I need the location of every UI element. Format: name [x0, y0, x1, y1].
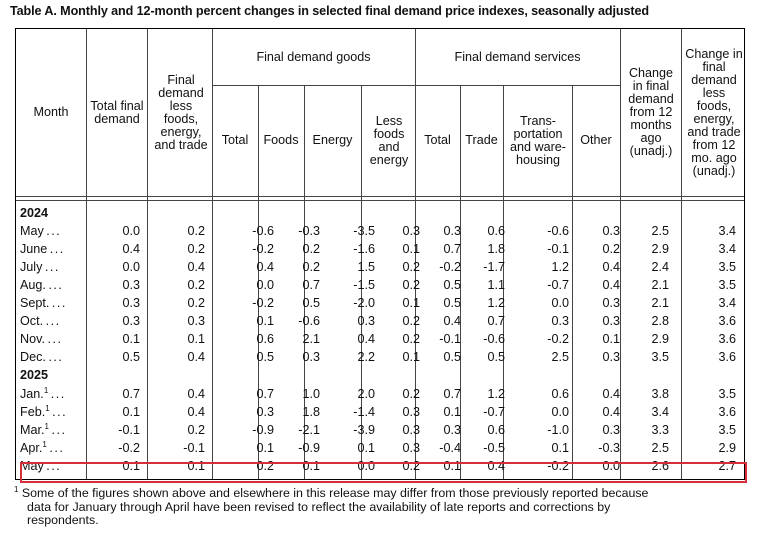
month-name: July [20, 260, 43, 275]
table-cell: 0.4 [487, 458, 505, 473]
table-cell: 0.3 [357, 314, 375, 329]
month-name: May [20, 224, 44, 239]
table-cell: 0.1 [256, 314, 274, 329]
table-cell: -0.2 [252, 242, 274, 257]
table-cell: 0.6 [487, 224, 505, 239]
table-cell: -0.2 [118, 440, 140, 455]
table-cell: 0.3 [402, 224, 420, 239]
month-name: Jan. [20, 386, 44, 401]
table-cell: -1.4 [353, 404, 375, 419]
table-cell: 0.2 [402, 332, 420, 347]
table-cell: 0.3 [187, 314, 205, 329]
table-cell: 1.1 [487, 278, 505, 293]
table-cell: 3.5 [651, 350, 669, 365]
table-cell: -2.0 [353, 296, 375, 311]
table-cell: 2.4 [651, 260, 669, 275]
table-cell: 3.6 [718, 404, 736, 419]
table-cell: 0.2 [602, 242, 620, 257]
table-cell: 0.1 [402, 296, 420, 311]
header-services-total: Total [424, 133, 451, 147]
table-cell: 0.6 [256, 332, 274, 347]
table-cell: 0.4 [187, 350, 205, 365]
row-month-label [20, 350, 61, 364]
leader-dots: . . . [43, 458, 59, 473]
row-month-label [20, 296, 64, 310]
header-month: Month [33, 105, 69, 119]
table-cell: 0.5 [256, 350, 274, 365]
month-name: Nov. [20, 332, 45, 347]
row-month-label [20, 224, 59, 238]
table-cell: 0.0 [602, 458, 620, 473]
table-cell: -0.6 [483, 332, 505, 347]
table-cell: 0.2 [187, 224, 205, 239]
table-cell: 0.7 [487, 314, 505, 329]
table-cell: -0.1 [118, 422, 140, 437]
table-cell: 0.7 [302, 278, 320, 293]
table-cell: 0.2 [402, 458, 420, 473]
table-cell: 2.5 [651, 224, 669, 239]
header-services-transportation: Trans-portation and ware-housing [509, 113, 566, 167]
header-goods-total: Total [221, 133, 249, 147]
table-cell: -2.1 [298, 422, 320, 437]
leader-dots: . . . [49, 404, 65, 419]
table-cell: 0.2 [187, 422, 205, 437]
table-cell: 2.6 [651, 458, 669, 473]
header-goods-energy: Energy [312, 133, 353, 147]
table-cell: 3.5 [718, 422, 736, 437]
table-cell: 1.2 [487, 296, 505, 311]
table-cell: 3.4 [651, 404, 669, 419]
row-month-label [20, 405, 65, 419]
table-cell: -3.5 [353, 224, 375, 239]
leader-dots: . . . [48, 422, 64, 437]
table-cell: 0.6 [551, 386, 569, 401]
table-cell: 0.2 [302, 242, 320, 257]
table-cell: 0.1 [122, 332, 140, 347]
table-cell: 3.5 [718, 278, 736, 293]
table-cell: 0.3 [402, 422, 420, 437]
table-cell: -0.7 [547, 278, 569, 293]
table-cell: 2.1 [651, 278, 669, 293]
table-cell: 0.4 [122, 242, 140, 257]
row-month-label [20, 260, 57, 274]
table-cell: -1.7 [483, 260, 505, 275]
table-cell: 0.4 [357, 332, 375, 347]
leader-dots: . . . [42, 260, 58, 275]
table-cell: 0.3 [551, 314, 569, 329]
table-cell: -3.9 [353, 422, 375, 437]
table-cell: 3.8 [651, 386, 669, 401]
table-cell: 3.6 [718, 350, 736, 365]
table-cell: 0.0 [357, 458, 375, 473]
table-cell: 0.1 [402, 350, 420, 365]
month-name: Apr. [20, 440, 43, 455]
table-cell: 2.7 [718, 458, 736, 473]
table-cell: 0.1 [551, 440, 569, 455]
table-cell: 0.2 [402, 314, 420, 329]
table-cell: 1.0 [302, 386, 320, 401]
table-cell: -0.2 [547, 332, 569, 347]
leader-dots: . . . [43, 224, 59, 239]
table-cell: 2.1 [651, 296, 669, 311]
table-cell: 0.1 [357, 440, 375, 455]
table-cell: 0.1 [602, 332, 620, 347]
table-cell: 0.4 [187, 386, 205, 401]
table-cell: 2.5 [551, 350, 569, 365]
table-cell: 0.7 [443, 386, 461, 401]
latest-row-highlight [20, 462, 747, 483]
table-cell: 0.6 [487, 422, 505, 437]
header-goods-group: Final demand goods [256, 49, 371, 64]
table-cell: 0.4 [602, 260, 620, 275]
row-month-label [20, 423, 64, 437]
footnote-ref: 1 [44, 421, 49, 431]
footnote-marker: 1 [14, 484, 19, 494]
table-cell: 0.2 [187, 242, 205, 257]
table-cell: 0.2 [302, 260, 320, 275]
table-cell: 0.7 [256, 386, 274, 401]
table-cell: 1.8 [302, 404, 320, 419]
table-cell: 0.1 [122, 404, 140, 419]
table-cell: 0.5 [302, 296, 320, 311]
table-cell: -0.6 [252, 224, 274, 239]
table-cell: 0.2 [402, 278, 420, 293]
table-cell: 0.5 [443, 278, 461, 293]
table-cell: 0.3 [122, 296, 140, 311]
table-cell: 0.5 [443, 350, 461, 365]
table-title: Table A. Monthly and 12-month percent changes in selected final demand price indexes, seasonally adjusted [10, 4, 649, 18]
table-cell: -0.6 [298, 314, 320, 329]
leader-dots: . . . [48, 386, 64, 401]
table-cell: 0.1 [187, 458, 205, 473]
table-cell: 0.5 [487, 350, 505, 365]
table-cell: 0.4 [187, 260, 205, 275]
table-cell: 3.4 [718, 224, 736, 239]
header-goods-foods: Foods [263, 133, 299, 147]
footnote-line-2: data for January through April have been revised to reflect the availability of late reports and corrections by [27, 499, 611, 514]
table-cell: -0.7 [483, 404, 505, 419]
month-name: Mar. [20, 422, 45, 437]
year-label: 2025 [20, 368, 49, 383]
table-cell: 0.1 [443, 404, 461, 419]
table-cell: -0.1 [439, 332, 461, 347]
table-cell: 0.3 [602, 350, 620, 365]
table-cell: 3.5 [718, 386, 736, 401]
table-cell: 2.9 [718, 440, 736, 455]
leader-dots: . . . [47, 242, 63, 257]
year-label: 2024 [20, 206, 49, 220]
table-cell: 3.6 [718, 332, 736, 347]
table-cell: 0.2 [187, 296, 205, 311]
table-cell: 2.9 [651, 332, 669, 347]
table-cell: 0.3 [443, 422, 461, 437]
table-cell: 3.5 [718, 260, 736, 275]
month-name: June [20, 242, 48, 257]
table-cell: 0.3 [302, 350, 320, 365]
table-cell: -1.5 [353, 278, 375, 293]
table-cell: 1.2 [487, 386, 505, 401]
table-cell: 0.2 [256, 458, 274, 473]
table-cell: 0.2 [402, 260, 420, 275]
row-month-label [20, 278, 61, 292]
footnote-line-1: Some of the figures shown above and elsewhere in this release may differ from those previously reported because [21, 486, 649, 500]
table-cell: 0.4 [602, 386, 620, 401]
table-cell: 0.7 [443, 242, 461, 257]
table-cell: 0.0 [256, 278, 274, 293]
table-cell: 0.1 [402, 242, 420, 257]
leader-dots: . . . [45, 350, 61, 365]
footnote-ref: 1 [45, 403, 50, 413]
table-cell: 0.2 [187, 278, 205, 293]
table-cell: -1.0 [547, 422, 569, 437]
table-cell: 0.3 [122, 278, 140, 293]
table-cell: 0.1 [122, 458, 140, 473]
table-cell: -0.3 [298, 224, 320, 239]
table-cell: 3.4 [718, 242, 736, 257]
row-month-label [20, 332, 60, 346]
table-cell: 0.5 [122, 350, 140, 365]
month-name: Sept. [20, 296, 50, 311]
table-cell: 0.3 [122, 314, 140, 329]
header-change-12-months-less: Change in final demand less foods, energy, and trade from 12 mo. ago (unadj.) [685, 46, 743, 178]
leader-dots: . . . [49, 296, 65, 311]
header-services-group: Final demand services [454, 49, 581, 64]
table-cell: 2.0 [357, 386, 375, 401]
table-cell: 0.7 [122, 386, 140, 401]
table-cell: 0.1 [256, 440, 274, 455]
table-cell: 0.5 [443, 296, 461, 311]
row-month-label [20, 441, 62, 455]
table-cell: 0.0 [551, 404, 569, 419]
table-cell: 0.1 [443, 458, 461, 473]
header-goods-less-foods-energy: Less foods and energy [369, 113, 409, 167]
month-name: Oct. [20, 314, 44, 329]
table-cell: 0.3 [602, 224, 620, 239]
table-cell: 3.4 [718, 296, 736, 311]
leader-dots: . . . [45, 278, 61, 293]
footnote [14, 484, 744, 528]
table-cell: -0.1 [183, 440, 205, 455]
table-cell: 0.4 [187, 404, 205, 419]
table-cell: 0.1 [302, 458, 320, 473]
month-name: Dec. [20, 350, 46, 365]
table-cell: 2.2 [357, 350, 375, 365]
table-cell: 0.4 [602, 278, 620, 293]
table-cell: 0.4 [602, 404, 620, 419]
table-cell: 2.8 [651, 314, 669, 329]
header-total-final-demand: Total final demand [90, 98, 144, 126]
row-month-label [20, 387, 63, 401]
header-less-foods-energy-trade: Final demand less foods, energy, and trade [154, 72, 208, 152]
header-services-trade: Trade [465, 133, 498, 147]
table-cell: 2.1 [302, 332, 320, 347]
month-name: Feb. [20, 404, 46, 419]
table-cell: 0.4 [256, 260, 274, 275]
table-cell: 0.0 [122, 260, 140, 275]
table-cell: 1.2 [551, 260, 569, 275]
table-cell: 0.3 [602, 314, 620, 329]
footnote-ref: 1 [43, 385, 49, 395]
month-name: May [20, 458, 44, 473]
table-cell: 0.3 [402, 440, 420, 455]
leader-dots: . . . [43, 314, 59, 329]
leader-dots: . . . [46, 440, 62, 455]
table-cell: 0.0 [551, 296, 569, 311]
month-name: Aug. [20, 278, 46, 293]
table-cell: 3.6 [718, 314, 736, 329]
leader-dots: . . . [44, 332, 60, 347]
table-cell: -0.2 [547, 458, 569, 473]
table-cell: 1.5 [357, 260, 375, 275]
table-cell: -0.2 [252, 296, 274, 311]
table-cell: 0.0 [122, 224, 140, 239]
table-cell: 3.3 [651, 422, 669, 437]
row-month-label [20, 242, 62, 256]
table-cell: -0.6 [547, 224, 569, 239]
table-cell: -1.6 [353, 242, 375, 257]
table-cell: 0.3 [602, 296, 620, 311]
table-cell: -0.5 [483, 440, 505, 455]
table-cell: 0.4 [443, 314, 461, 329]
table-cell: -0.3 [598, 440, 620, 455]
table-cell: 1.8 [487, 242, 505, 257]
table-cell: -0.2 [439, 260, 461, 275]
header-change-12-months: Change in final demand from 12 months ago (unadj.) [628, 66, 674, 158]
table-cell: 0.2 [402, 386, 420, 401]
table-cell: 0.1 [187, 332, 205, 347]
header-services-other: Other [580, 133, 612, 147]
table-cell: 0.3 [402, 404, 420, 419]
table-cell: -0.9 [252, 422, 274, 437]
footnote-ref: 1 [42, 439, 47, 449]
table-cell: -0.1 [547, 242, 569, 257]
table-cell: 0.3 [256, 404, 274, 419]
table-cell: 0.3 [443, 224, 461, 239]
footnote-line-3: respondents. [27, 513, 99, 527]
table-cell: 2.5 [651, 440, 669, 455]
row-month-label [20, 314, 58, 328]
table-cell: 0.3 [602, 422, 620, 437]
table-cell: -0.9 [298, 440, 320, 455]
table-cell: -0.4 [439, 440, 461, 455]
table-cell: 2.9 [651, 242, 669, 257]
